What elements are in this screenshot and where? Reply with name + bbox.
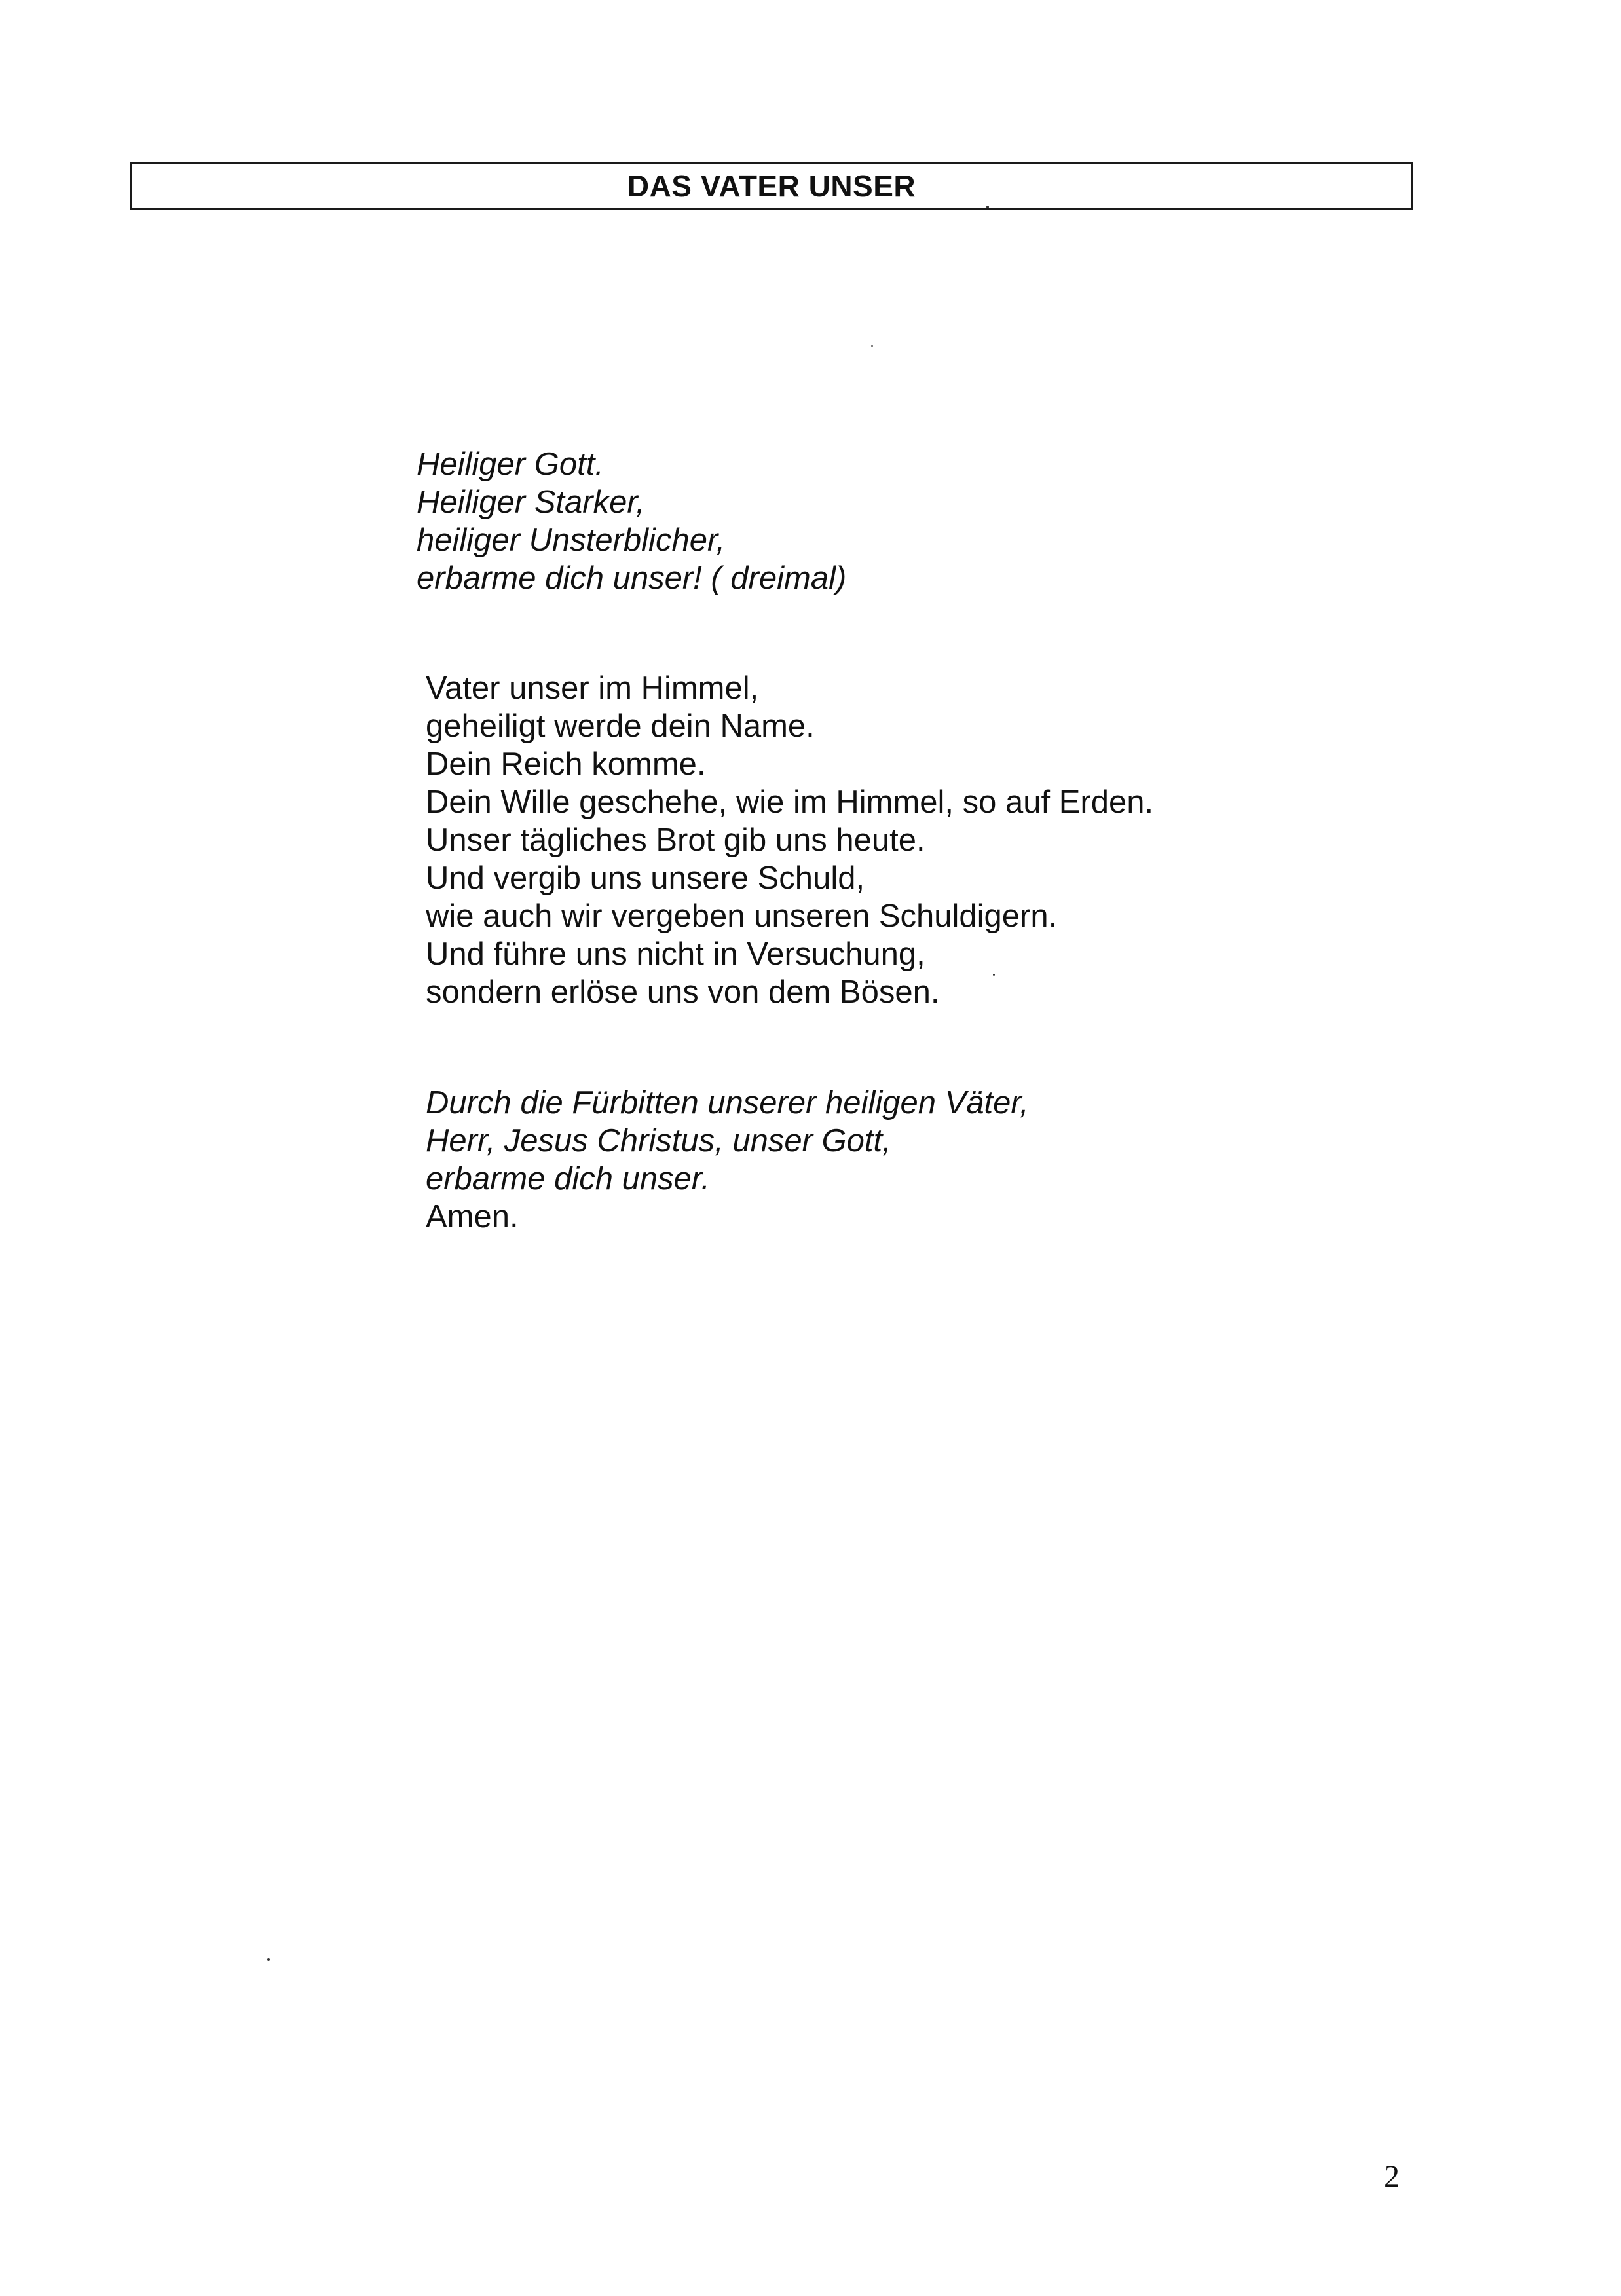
prayer-line: Vater unser im Himmel, [426,671,759,706]
closing-line: Durch die Fürbitten unserer heiligen Väter, [426,1085,1029,1120]
closing-line: erbarme dich unser. [426,1161,710,1196]
prayer-line: Und vergib uns unsere Schuld, [426,861,865,896]
title-box [130,162,1413,210]
trisagion-line: erbarme dich unser! ( dreimal) [417,561,847,596]
amen-line: Amen. [426,1199,519,1234]
lords-prayer-block [426,669,1153,1011]
trisagion-block [417,445,846,597]
prayer-line: geheiligt werde dein Name. [426,709,815,744]
prayer-line: sondern erlöse uns von dem Bösen. [426,974,940,1010]
trisagion-line: heiliger Unsterblicher, [417,523,726,558]
trisagion-line: Heiliger Starker, [417,485,645,520]
scan-speck [986,206,989,208]
closing-line: Herr, Jesus Christus, unser Gott, [426,1123,891,1158]
closing-block [426,1084,1029,1236]
prayer-line: Und führe uns nicht in Versuchung, [426,936,925,972]
prayer-line: wie auch wir vergeben unseren Schuldigern. [426,898,1058,934]
scan-speck [871,345,873,347]
scan-speck [267,1958,270,1961]
prayer-line: Dein Wille geschehe, wie im Himmel, so auf Erden. [426,785,1154,820]
trisagion-line: Heiliger Gott. [417,447,604,482]
page-number: 2 [1384,2159,1400,2194]
page-title: DAS VATER UNSER [627,169,916,203]
prayer-line: Unser tägliches Brot gib uns heute. [426,823,925,858]
prayer-line: Dein Reich komme. [426,747,706,782]
